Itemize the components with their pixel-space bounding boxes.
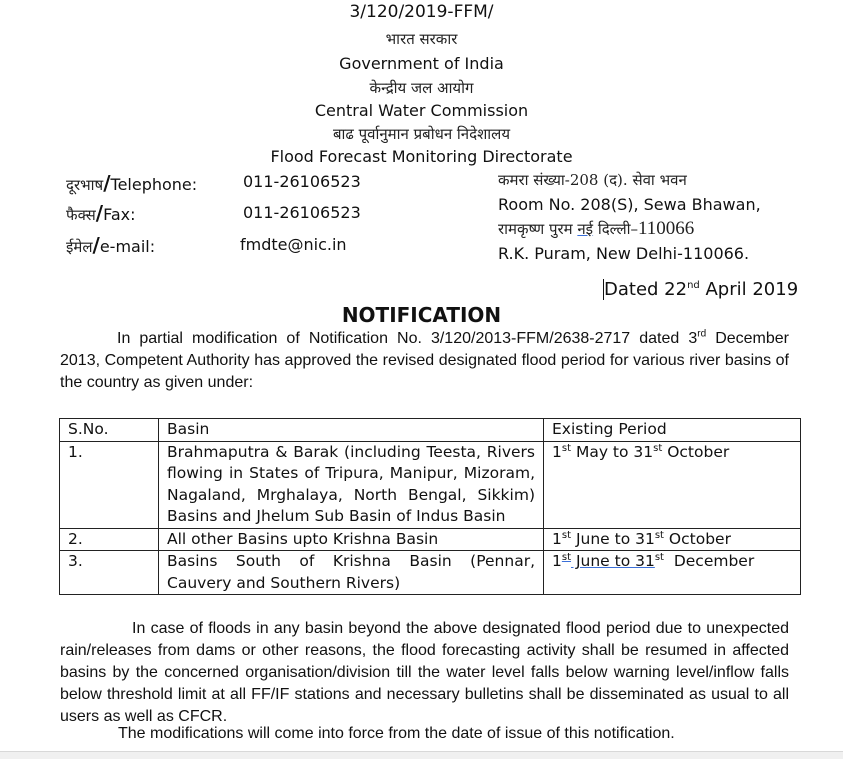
cwc-hindi: केन्द्रीय जल आयोग	[369, 79, 474, 97]
address-line3-part: दिल्ली–	[593, 220, 639, 238]
email-label	[66, 233, 155, 257]
intro-paragraph	[60, 328, 789, 394]
row-period	[544, 528, 801, 551]
header-basin: Basin	[159, 419, 544, 442]
directorate-hindi: बाढ पूर्वानुमान प्रबोधन निदेशालय	[332, 125, 511, 143]
flood-period-table	[59, 418, 801, 595]
period-part: October	[662, 442, 730, 461]
fax-label-english: Fax:	[103, 205, 136, 224]
intro-text-a: In partial modification of Notification No. 3/120/2013-FFM/2638-2717 dated 3	[117, 330, 698, 347]
table-header-row	[60, 419, 801, 442]
telephone-label	[66, 171, 197, 195]
period-sup: st	[654, 551, 664, 563]
header-period: Existing Period	[544, 419, 801, 442]
row-period	[544, 551, 801, 595]
row-sno: 2.	[60, 528, 159, 551]
header-sno: S.No.	[60, 419, 159, 442]
slash: /	[103, 171, 111, 195]
table-row	[60, 528, 801, 551]
table-row	[60, 551, 801, 595]
address-line3-spellcheck-word: नई	[577, 220, 594, 238]
table-row	[60, 441, 801, 528]
government-hindi: भारत सरकार	[385, 30, 458, 48]
directorate-english: Flood Forecast Monitoring Directorate	[270, 147, 573, 166]
intro-text-b: December 2013, Competent Authority has approved the revised designated flood period for various river basins of the country as given under:	[60, 330, 790, 391]
date-sup: nd	[687, 280, 700, 291]
address-line4: R.K. Puram, New Delhi-110066.	[498, 244, 750, 263]
fax-label-hindi: फैक्स	[66, 206, 96, 224]
government-english: Government of India	[339, 54, 504, 73]
address-line3-hindi	[498, 218, 694, 240]
address-pin: 110066	[638, 218, 695, 239]
telephone-label-hindi: दूरभाष	[66, 176, 104, 194]
email-value: fmdte@nic.in	[240, 235, 347, 254]
period-sup: st	[561, 442, 572, 454]
period-sup: st	[653, 442, 663, 454]
row-basin: Brahmaputra & Barak (including Teesta, Rivers flowing in States of Tripura, Manipur, Mizoram, Nagaland, Mrghalaya, North Bengal, Sikkim) Basins and Jhelum Sub Basin of Indus Basin	[159, 441, 544, 528]
period-sup: st	[561, 529, 572, 541]
date-prefix: Dated 22	[604, 279, 688, 300]
telephone-value: 011-26106523	[243, 172, 361, 191]
address-line3-part: रामकृष्ण पुरम	[498, 220, 578, 238]
period-sup: st	[654, 529, 664, 541]
period-part: October	[663, 529, 731, 548]
row-sno: 1.	[60, 441, 159, 528]
notification-title: NOTIFICATION	[341, 303, 502, 327]
period-part: May to 31	[571, 442, 654, 461]
period-part: June to 31	[571, 529, 655, 548]
period-part: June to 31	[571, 552, 655, 570]
date-suffix: April 2019	[699, 279, 799, 300]
address-line1-hindi: कमरा संख्या-208 (द). सेवा भवन	[498, 171, 687, 189]
slash: /	[95, 201, 104, 225]
row-basin: All other Basins upto Krishna Basin	[159, 528, 544, 551]
telephone-label-english: Telephone:	[110, 175, 198, 194]
period-part: 1	[552, 529, 562, 548]
period-part: 1	[552, 442, 562, 461]
date-line	[603, 279, 798, 300]
email-label-english: e-mail:	[99, 237, 156, 256]
intro-sup: rd	[697, 328, 707, 340]
address-line2: Room No. 208(S), Sewa Bhawan,	[498, 195, 761, 214]
period-sup: st	[561, 551, 572, 563]
period-part: 1	[552, 552, 562, 570]
fax-label	[66, 201, 136, 225]
email-label-hindi: ईमेल	[66, 238, 93, 256]
reference-number: 3/120/2019-FFM/	[349, 2, 494, 22]
cwc-english: Central Water Commission	[314, 101, 529, 120]
slash: /	[92, 233, 100, 257]
period-part: December	[663, 552, 755, 570]
closing-paragraph: The modifications will come into force from the date of issue of this notification.	[118, 725, 675, 742]
fax-value: 011-26106523	[243, 203, 361, 222]
row-sno: 3.	[60, 551, 159, 595]
row-basin: Basins South of Krishna Basin (Pennar, Cauvery and Southern Rivers)	[159, 551, 544, 595]
flood-paragraph-text: In case of floods in any basin beyond the above designated flood period due to unexpected rain/releases from dams or other reasons, the flood forecasting activity shall be resumed in affected basins by the concerned organisation/division till the water level falls below warning level/inflow falls below threshold limit at all FF/IF stations and necessary bulletins shall be disseminated as usual to all users as well as CFCR.	[60, 620, 789, 725]
row-period	[544, 441, 801, 528]
flood-paragraph	[60, 618, 789, 728]
